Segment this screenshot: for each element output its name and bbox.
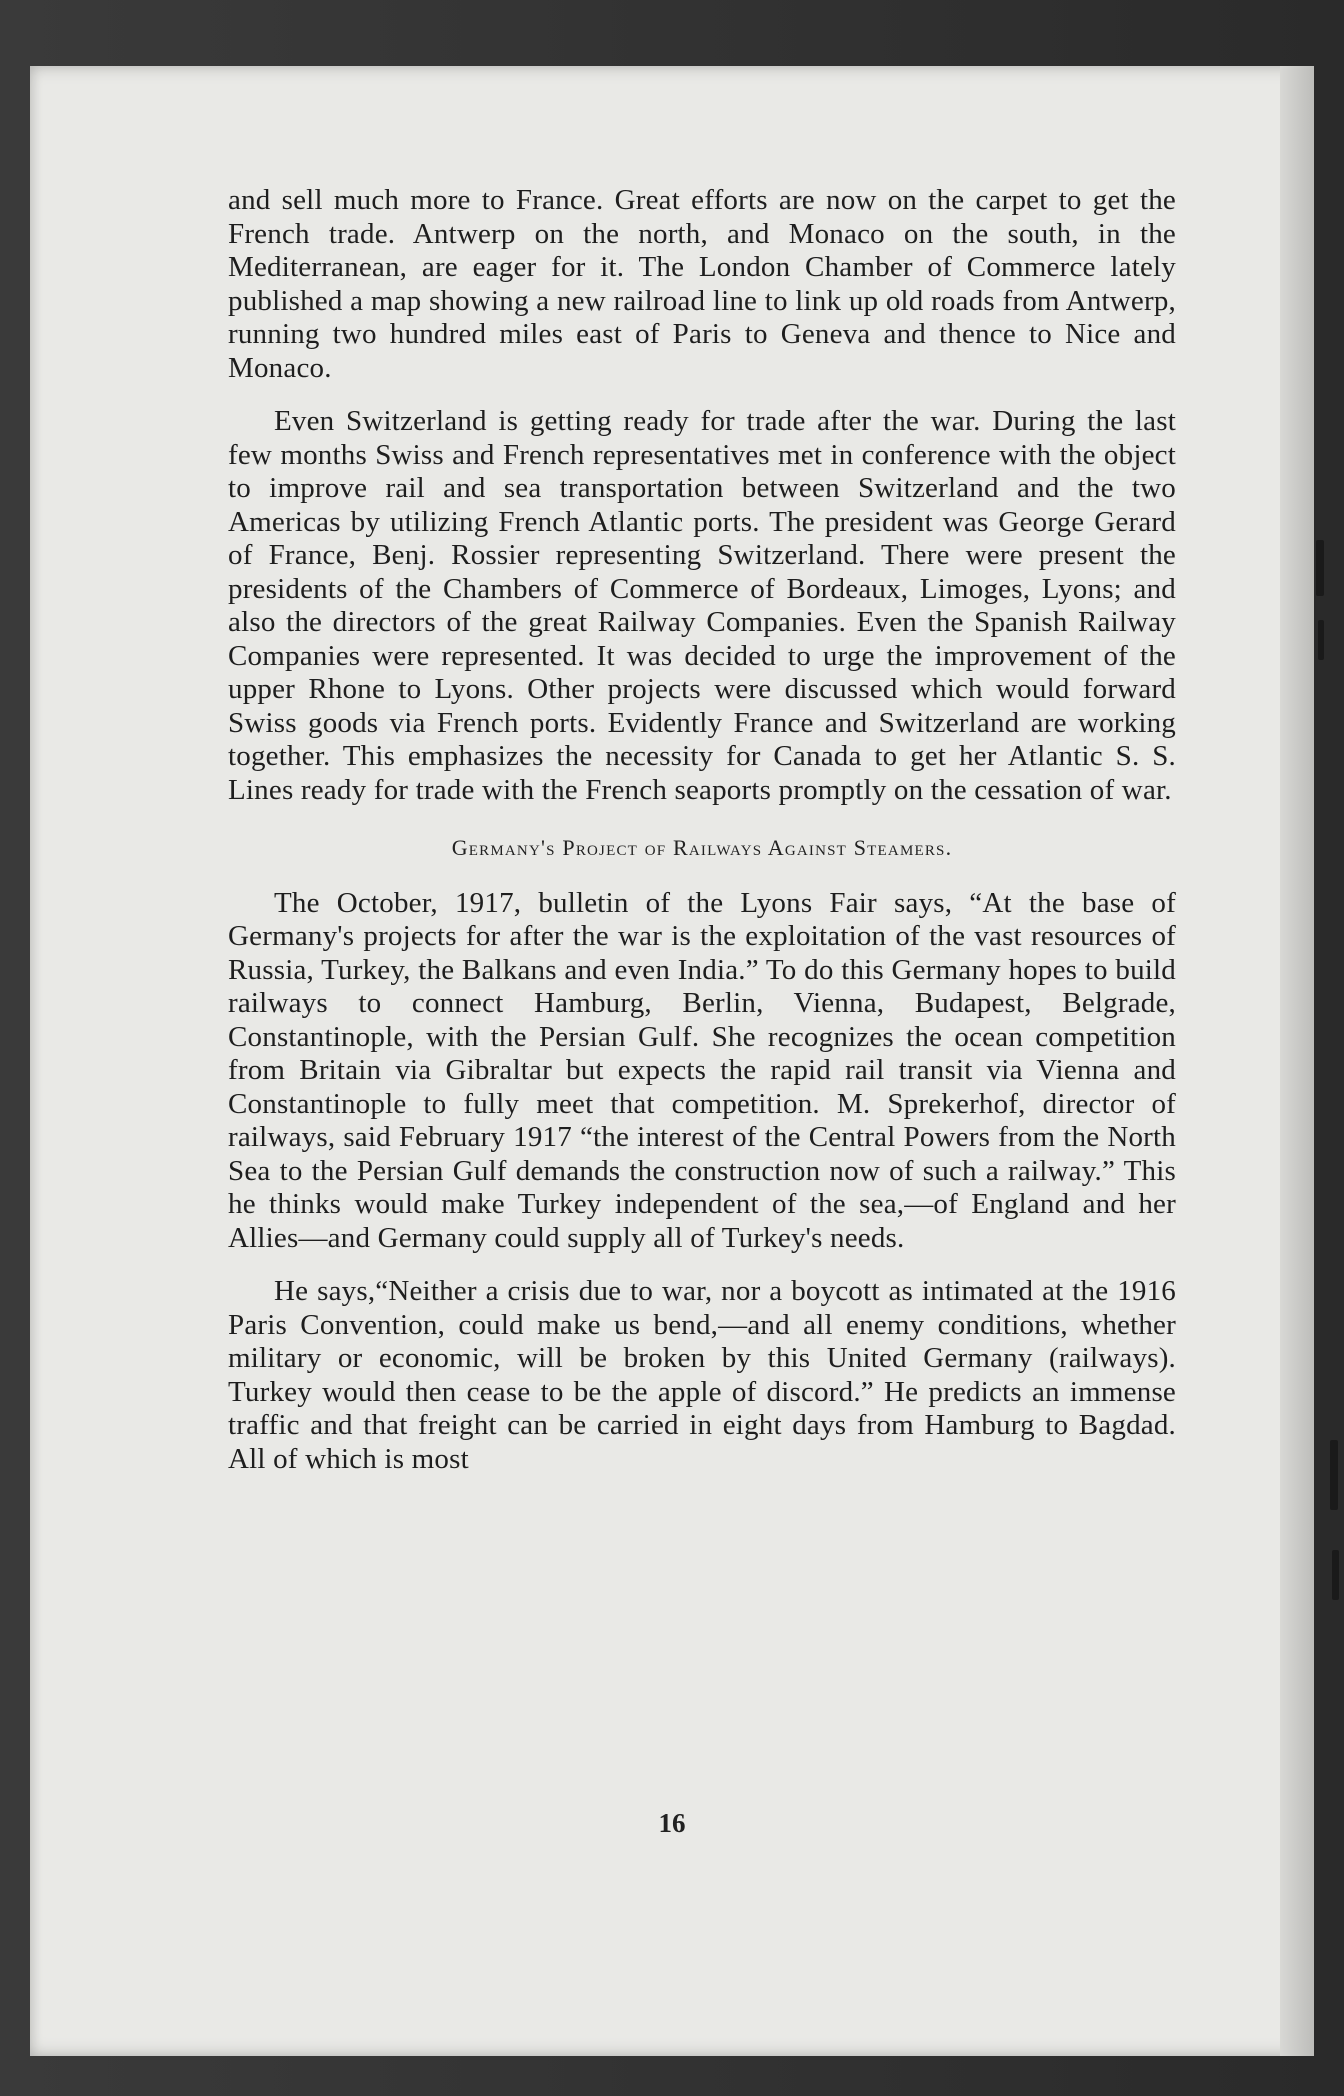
page-number: 16 (658, 1808, 686, 1838)
page-edge (1280, 66, 1314, 2056)
section-heading: Germany's Project of Railways Against Steamers. (451, 835, 953, 860)
paragraph-hamburg-bagdad: He says,“Neither a crisis due to war, nor a boycott as intimated at the 1916 Paris Convention, could make us bend,—and all enemy conditions, whether military or economic, will be broken by this United Germany (railways). Turkey would then cease to be the apple of discord.” He predicts an immense traffic and that freight can be carried in eight days from Hamburg to Bagdad. All of which is most (228, 1275, 1176, 1475)
paragraph-lyons-bulletin: The October, 1917, bulletin of the Lyons Fair says, “At the base of Germany's projects for after the war is the exploitation of the vast resources of Russia, Turkey, the Balkans and even India.” To do this Germany hopes to build railways to connect Hamburg, Berlin, Vienna, Budapest, Belgrade, Constantinople, with the Persian Gulf. She recognizes the ocean competition from Britain via Gibraltar but expects the rapid rail transit via Vienna and Constantinople to fully meet that competition. M. Sprekerhof, director of railways, said February 1917 “the interest of the Central Powers from the North Sea to the Persian Gulf demands the construction now of such a railway.” This he thinks would make Turkey independent of the sea,—of England and her Allies—and Germany could supply all of Turkey's needs. (228, 886, 1176, 1254)
paragraph-switzerland: Even Switzerland is getting ready for trade after the war. During the last few months Swiss and French representatives met in conference with the object to improve rail and sea transportation between Switzerland and the two Americas by utilizing French Atlantic ports. The president was George Gerard of France, Benj. Rossier representing Switzerland. There were present the presidents of the Chambers of Commerce of Bordeaux, Limoges, Lyons; and also the directors of the great Railway Companies. Even the Spanish Railway Companies were represented. It was decided to urge the improvement of the upper Rhone to Lyons. Other projects were discussed which would forward Swiss goods via French ports. Evidently France and Switzerland are working together. This emphasizes the necessity for Canada to get her Atlantic S. S. Lines ready for trade with the French seaports promptly on the cessation of war. (228, 405, 1176, 806)
paragraph-trade-france: and sell much more to France. Great efforts are now on the carpet to get the French trade. Antwerp on the north, and Monaco on the south, in the Mediterranean, are eager for it. The London Chamber of Commerce lately published a map showing a new railroad line to link up old roads from Antwerp, running two hundred miles east of Paris to Geneva and thence to Nice and Monaco. (228, 184, 1176, 384)
scan-mark (1330, 1440, 1338, 1510)
scan-mark (1318, 620, 1324, 660)
scan-mark (1316, 540, 1324, 596)
body-text (228, 184, 1176, 1496)
scan-mark (1332, 1550, 1339, 1600)
book-page (30, 66, 1314, 2056)
